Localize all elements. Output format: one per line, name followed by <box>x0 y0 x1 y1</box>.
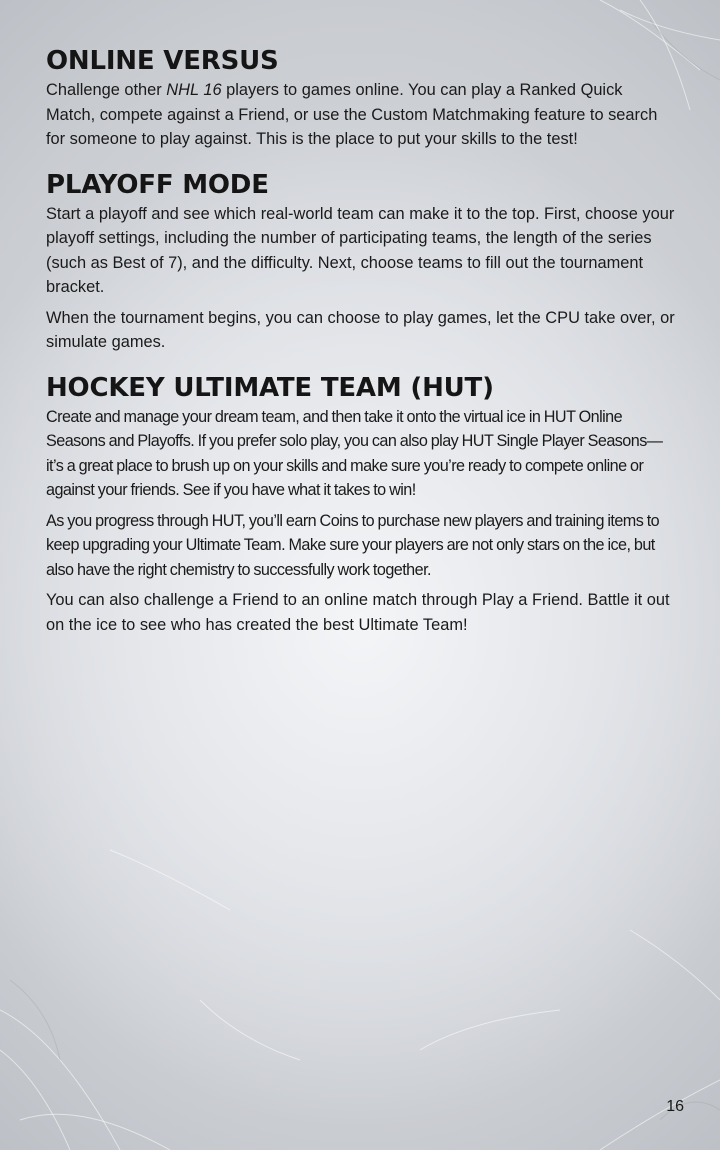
section-paragraph: As you progress through HUT, you’ll earn Coins to purchase new players and training items to keep upgrading your Ultimate Team. Make sure your players are not only stars on the ice, but also have the right chemistry to successfully work together. <box>46 511 660 579</box>
section-paragraph: Start a playoff and see which real-world team can make it to the top. First, choose your playoff settings, including the number of participating teams, the length of the series (such as Best of 7), and the difficulty. Next, choose teams to fill out the tournament bracket. <box>46 204 675 296</box>
game-title-italic: NHL 16 <box>166 81 222 99</box>
page-number: 16 <box>666 1098 684 1115</box>
manual-page-content <box>46 44 676 653</box>
text-run: players to games online. You can play a Ranked Quick Match, compete against a Friend, or use the Custom Matchmaking feature to search for someone to play against. This is the place to put your skills to the test! <box>46 81 658 148</box>
section-online-versus <box>46 44 676 152</box>
section-paragraph: You can also challenge a Friend to an online match through Play a Friend. Battle it out on the ice to see who has created the best Ultimate Team! <box>46 591 670 634</box>
section-heading: PLAYOFF MODE <box>46 169 269 200</box>
section-paragraph: When the tournament begins, you can choose to play games, let the CPU take over, or simulate games. <box>46 308 675 351</box>
section-heading: ONLINE VERSUS <box>46 46 279 76</box>
section-heading: HOCKEY ULTIMATE TEAM (HUT) <box>46 372 494 403</box>
section-playoff-mode <box>46 168 676 355</box>
section-hockey-ultimate-team <box>46 371 676 638</box>
text-run: Challenge other <box>46 81 167 99</box>
section-paragraph <box>46 78 676 152</box>
section-paragraph: Create and manage your dream team, and then take it onto the virtual ice in HUT Online Seasons and Playoffs. If you prefer solo play, you can also play HUT Single Player Seasons—it’s a great place to brush up on your skills and make sure you’re ready to compete online or against your friends. See if you have what it takes to win! <box>46 407 663 499</box>
